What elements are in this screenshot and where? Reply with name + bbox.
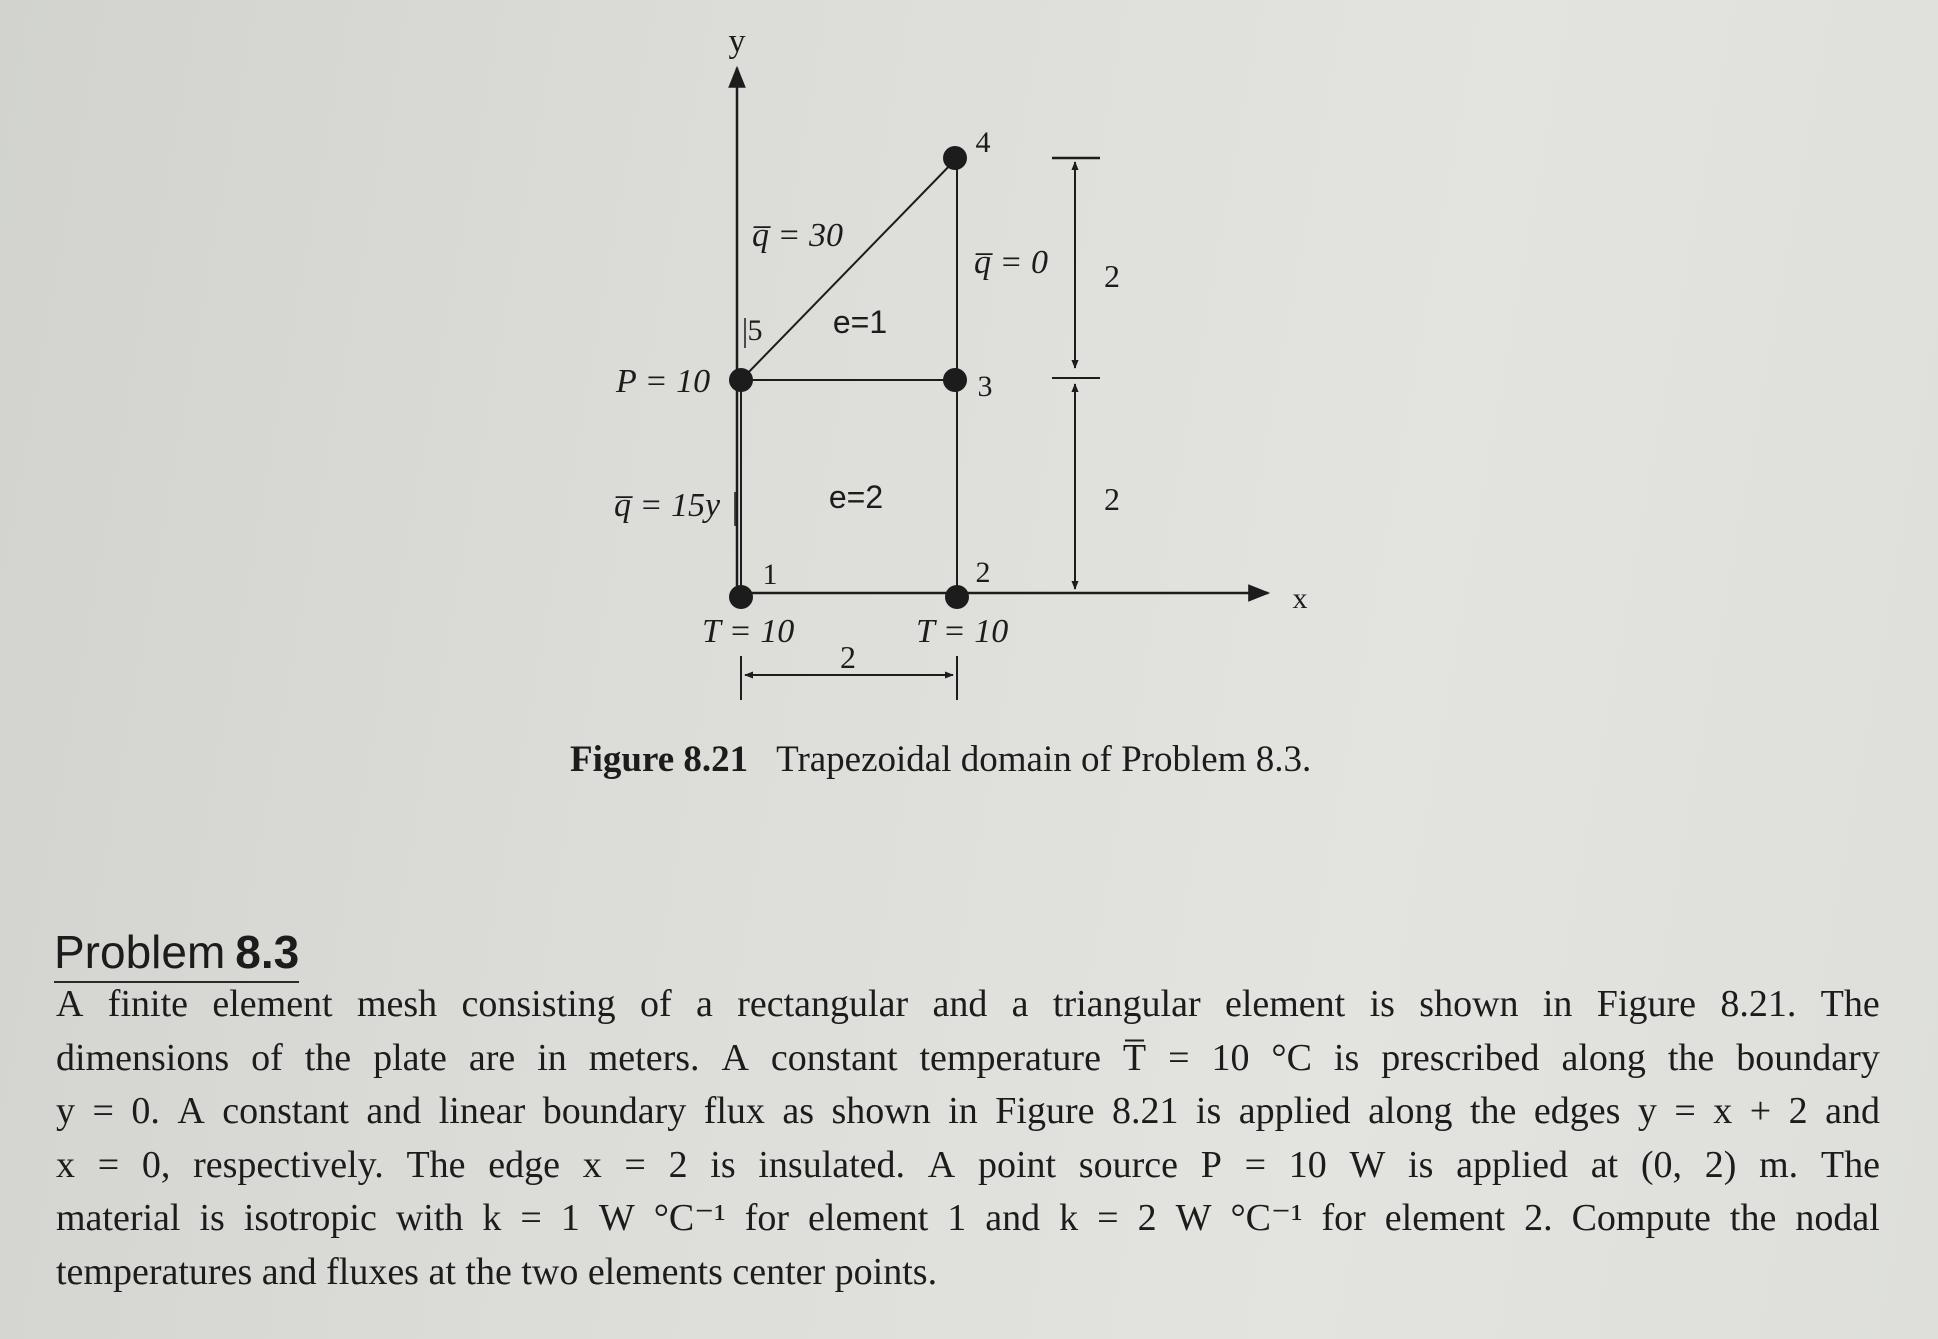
node-1 <box>729 585 753 609</box>
word: A <box>927 1143 956 1186</box>
word: the <box>304 1036 352 1079</box>
word: x <box>582 1143 602 1186</box>
word: The <box>1820 983 1880 1025</box>
word: = <box>1097 1197 1119 1239</box>
word: and <box>932 983 988 1025</box>
word: meters. <box>588 1036 700 1079</box>
word: = <box>97 1143 120 1186</box>
problem-line-2 <box>56 1032 1880 1086</box>
node-5 <box>729 368 753 392</box>
problem-line-1 <box>56 978 1880 1032</box>
word: = <box>624 1143 646 1186</box>
word: The <box>1820 1143 1880 1186</box>
figure-caption <box>570 738 1311 781</box>
word: boundary <box>542 1090 687 1132</box>
node-3 <box>943 368 967 392</box>
word: with <box>395 1197 464 1239</box>
word: 2) <box>1704 1143 1737 1186</box>
node-label-1: 1 <box>762 558 778 591</box>
word: along <box>1561 1036 1646 1079</box>
word: a <box>1011 983 1029 1025</box>
word: flux <box>703 1090 765 1132</box>
word: W <box>1175 1197 1212 1239</box>
word: 2 <box>1137 1197 1157 1239</box>
word: at <box>1590 1143 1619 1186</box>
word: source <box>1078 1143 1178 1186</box>
y-axis-label: y <box>728 23 746 60</box>
dimension-label-lower: 2 <box>1104 481 1120 517</box>
word: triangular <box>1052 983 1201 1025</box>
word: 1 <box>947 1197 967 1239</box>
mesh-edge-5-4 <box>741 158 957 380</box>
flux-label-right: q̅ = 0 <box>974 244 1048 281</box>
word: in <box>948 1090 978 1132</box>
problem-heading <box>54 925 299 983</box>
word: and <box>985 1197 1041 1239</box>
word: = <box>1168 1036 1190 1079</box>
word: Figure <box>1596 983 1696 1025</box>
word: for <box>1321 1197 1366 1239</box>
word: plate <box>373 1036 447 1079</box>
word: 10 <box>1211 1036 1250 1079</box>
word: = <box>1244 1143 1266 1186</box>
dimension-label-upper: 2 <box>1104 258 1120 294</box>
word: 0. <box>131 1090 160 1132</box>
word: = <box>92 1090 114 1132</box>
word: respectively. <box>193 1143 384 1186</box>
word: of <box>251 1036 283 1079</box>
word: 10 <box>1288 1143 1327 1186</box>
word: A <box>56 983 84 1025</box>
word: x <box>1713 1090 1733 1132</box>
dimension-label-bottom: 2 <box>840 639 856 675</box>
word: are <box>468 1036 516 1079</box>
word: rectangular <box>737 983 909 1025</box>
word: 2 <box>1788 1090 1808 1132</box>
word: + <box>1749 1090 1772 1132</box>
word: constant <box>222 1090 349 1132</box>
word: is <box>199 1197 225 1239</box>
word: is <box>1195 1090 1222 1132</box>
problem-line-5 <box>56 1192 1880 1246</box>
word: constant <box>770 1036 898 1079</box>
word: 0, <box>141 1143 171 1186</box>
node-2 <box>945 585 969 609</box>
word: The <box>406 1143 466 1186</box>
word: consisting <box>461 983 616 1025</box>
element-label-1: e=1 <box>832 304 888 340</box>
word: 2 <box>668 1143 688 1186</box>
flux-label-left: q̅ = 15y <box>614 487 721 524</box>
problem-line-3 <box>56 1085 1880 1139</box>
word: material <box>56 1197 181 1239</box>
word: isotropic <box>243 1197 377 1239</box>
word: A <box>177 1090 205 1132</box>
word: edges <box>1533 1090 1621 1132</box>
word: is <box>1408 1143 1434 1186</box>
word: shown <box>1419 983 1519 1025</box>
word: is <box>1369 983 1395 1025</box>
word: °C⁻¹ <box>1230 1197 1303 1239</box>
word: A <box>721 1036 749 1079</box>
word: mesh <box>356 983 438 1025</box>
word: y <box>1637 1090 1657 1132</box>
word: the <box>1667 1036 1715 1079</box>
word: as <box>782 1090 815 1132</box>
word: and <box>1825 1090 1880 1132</box>
word: 8.21 <box>1111 1090 1179 1132</box>
word: insulated. <box>758 1143 906 1186</box>
temperature-label-right: T = 10 <box>916 613 1009 650</box>
word: °C⁻¹ <box>653 1197 726 1239</box>
word: 2. <box>1524 1197 1553 1239</box>
node-label-2: 2 <box>975 556 991 589</box>
word: temperature <box>919 1036 1101 1079</box>
word: dimensions <box>56 1036 230 1079</box>
node-4 <box>943 146 967 170</box>
word: m. <box>1759 1143 1799 1186</box>
problem-number: 8.3 <box>235 926 300 978</box>
word: of <box>640 983 672 1025</box>
word: prescribed <box>1381 1036 1540 1079</box>
word: boundary <box>1736 1036 1880 1079</box>
word: is <box>710 1143 736 1186</box>
word: nodal <box>1795 1197 1880 1239</box>
word: W <box>598 1197 635 1239</box>
word: applied <box>1456 1143 1568 1186</box>
word: finite <box>107 983 188 1025</box>
word: x <box>56 1143 75 1186</box>
word: in <box>1542 983 1573 1025</box>
problem-line-4 <box>56 1139 1880 1193</box>
word: and <box>366 1090 422 1132</box>
word: (0, <box>1640 1143 1682 1186</box>
word: applied <box>1238 1090 1351 1132</box>
figure-number: Figure 8.21 <box>570 739 749 780</box>
word: W <box>1349 1143 1386 1186</box>
word: Compute <box>1571 1197 1711 1239</box>
node-label-4: 4 <box>975 126 991 159</box>
word: element <box>1224 983 1346 1025</box>
word: = <box>1674 1090 1696 1132</box>
word: the <box>1469 1090 1517 1132</box>
problem-statement <box>56 978 1880 1299</box>
word: T̅ <box>1122 1036 1147 1079</box>
word: edge <box>488 1143 560 1186</box>
node-label-3: 3 <box>977 370 993 403</box>
word: = <box>520 1197 542 1239</box>
temperature-label-left: T = 10 <box>702 613 795 650</box>
flux-label-top: q̅ = 30 <box>752 217 843 254</box>
figure-caption-text: Trapezoidal domain of Problem 8.3. <box>776 739 1312 780</box>
point-source-label: P = 10 <box>616 363 711 400</box>
word: Figure <box>995 1090 1095 1132</box>
word: the <box>1729 1197 1777 1239</box>
problem-heading-word: Problem <box>54 926 226 978</box>
x-axis-label: x <box>1292 582 1308 615</box>
word: for <box>744 1197 790 1239</box>
element-label-2: e=2 <box>828 479 884 515</box>
problem-line-6: temperatures and fluxes at the two elements center points. <box>56 1250 938 1293</box>
word: element <box>212 983 333 1025</box>
word: is <box>1333 1036 1360 1079</box>
word: element <box>1384 1197 1506 1239</box>
word: in <box>537 1036 567 1079</box>
word: element <box>808 1197 929 1239</box>
word: k <box>1059 1197 1079 1239</box>
word: along <box>1368 1090 1453 1132</box>
word: point <box>977 1143 1057 1186</box>
word: °C <box>1271 1036 1312 1079</box>
word: 8.21. <box>1720 983 1797 1025</box>
word: 1 <box>560 1197 580 1239</box>
node-label-5: 5 <box>747 314 763 347</box>
word: shown <box>831 1090 931 1132</box>
word: linear <box>438 1090 526 1132</box>
word: y <box>56 1090 75 1132</box>
word: k <box>482 1197 502 1239</box>
word: P <box>1200 1143 1222 1186</box>
word: a <box>696 983 713 1025</box>
